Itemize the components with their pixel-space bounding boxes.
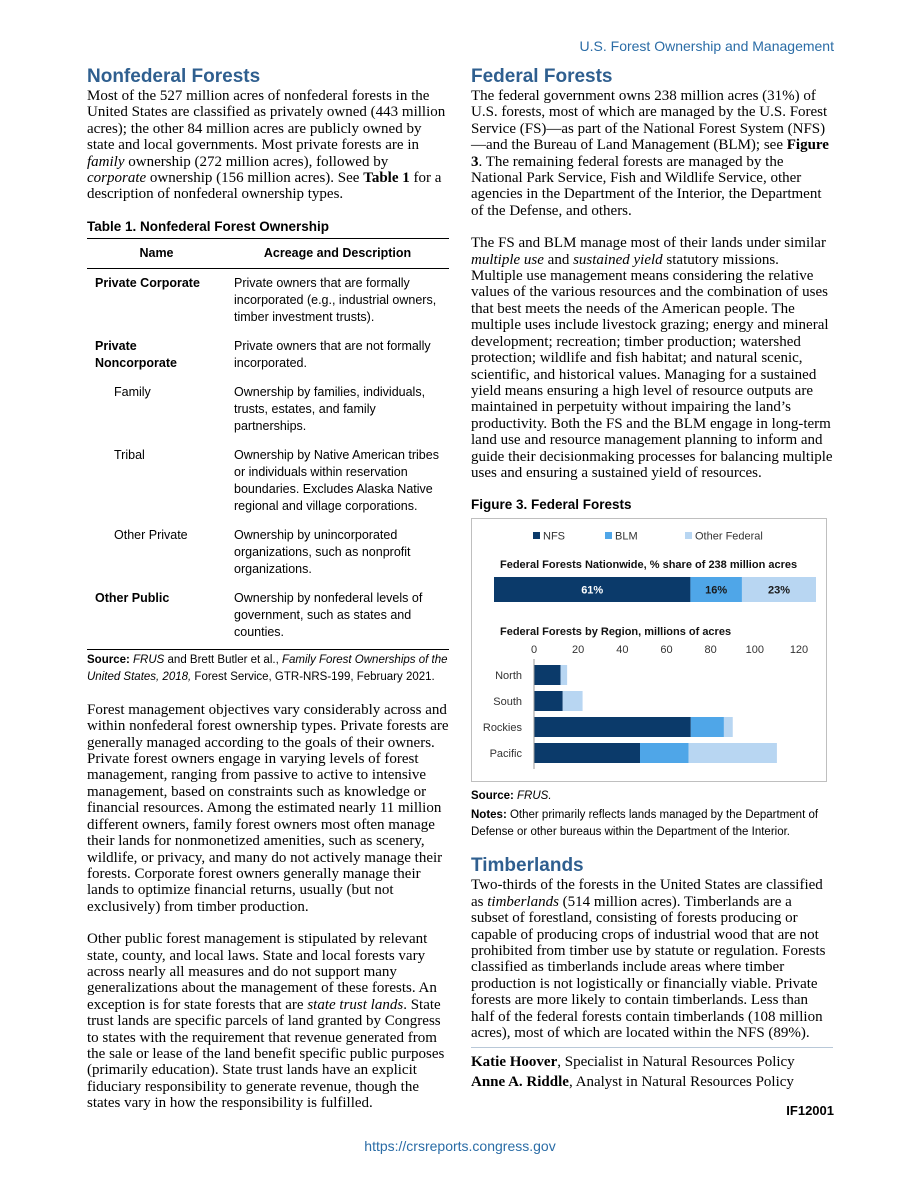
tick-label: 80	[704, 644, 717, 657]
tick-label: 0	[530, 644, 538, 657]
row-name: Private Corporate	[95, 275, 200, 290]
row-description: Ownership by families, individuals, trusts, estates, and family partnerships.	[234, 384, 426, 433]
bar-segment	[561, 665, 568, 685]
bar-segment	[534, 717, 691, 737]
legend-swatch	[605, 532, 612, 539]
bar-segment	[563, 691, 583, 711]
chart-svg	[472, 519, 826, 781]
figure-source: Source: FRUS.	[471, 790, 552, 803]
table-header-description: Acreage and Description	[226, 238, 449, 268]
category-label: South	[493, 696, 522, 709]
row-name: Other Private	[114, 527, 188, 542]
tick-label: 60	[660, 644, 673, 657]
table-row	[87, 378, 449, 441]
row-description: Ownership by Native American tribes or individuals within reservation boundaries. Excludes Alaska Native regional and village corporations.	[234, 447, 439, 513]
table-body	[87, 268, 449, 649]
author-role: , Specialist in Natural Resources Policy	[557, 1054, 795, 1071]
row-description: Private owners that are formally incorporated (e.g., industrial owners, timber investment trusts).	[234, 275, 437, 324]
report-id: IF12001	[786, 1103, 834, 1118]
right-column	[471, 66, 833, 1090]
table-header-name: Name	[87, 238, 226, 268]
row-name: Tribal	[114, 447, 145, 462]
timberlands-paragraph: Two-thirds of the forests in the United States are classified as timberlands (514 million acres). Timberlands are a subset of forestland, consisting of forests producing or capable of producing crops of industrial wood that are not prohibited from timber use by statute or regulation. Forests classified as timberlands include areas where timber production is not logistically or financially viable. Private forests are more likely to contain timberlands. Less than half of the federal forests contain timberlands (108 million acres), most of which are located within the NFS (89%).	[471, 877, 826, 1041]
author-block	[471, 1047, 833, 1090]
chart-title: Federal Forests Nationwide, % share of 238 million acres	[500, 559, 798, 572]
bar-segment	[691, 717, 724, 737]
row-description: Ownership by nonfederal levels of government, such as states and counties.	[226, 584, 449, 650]
author-name: Anne A. Riddle	[471, 1073, 569, 1090]
bar-segment	[534, 691, 563, 711]
legend-label: BLM	[615, 530, 638, 543]
author-line-2	[471, 1074, 833, 1090]
other-public-paragraph: Other public forest management is stipulated by relevant state, county, and local laws. State and local forests vary across nearly all measures and do not support many generalizations about the management of these forests. An exception is for state forests that are state trust lands. State trust lands are specific parcels of land granted by Congress to states with the requirement that revenue generated from the sale or lease of the land benefit specific public purposes (primarily education). State trust lands have an explicit fiduciary responsibility to generate revenue, though the states vary in how the responsibility is fulfilled.	[87, 931, 445, 1112]
page-header: U.S. Forest Ownership and Management	[579, 38, 834, 54]
table-row	[87, 521, 449, 584]
bar-segment	[534, 665, 561, 685]
table-row	[87, 268, 449, 332]
ownership-table	[87, 238, 449, 650]
tick-label: 40	[616, 644, 629, 657]
federal-paragraph-1: The federal government owns 238 million acres (31%) of U.S. forests, most of which are managed by the U.S. Forest Service (FS)—as part of the National Forest System (NFS)—and the Bureau of Land Management (BLM); see Figure 3. The remaining federal forests are managed by the National Park Service, Fish and Wildlife Service, other agencies in the Department of the Interior, the Department of the Defense, and others.	[471, 88, 829, 219]
bar-segment	[724, 717, 733, 737]
bar-segment	[689, 743, 777, 763]
data-label: 61%	[581, 584, 604, 597]
legend-swatch	[685, 532, 692, 539]
bar-segment	[534, 743, 640, 763]
footer-url[interactable]: https://crsreports.congress.gov	[364, 1138, 556, 1154]
category-label: North	[495, 670, 522, 683]
bar-segment	[640, 743, 689, 763]
tick-label: 120	[789, 644, 809, 657]
author-line-1	[471, 1054, 833, 1070]
figure-title: Figure 3. Federal Forests	[471, 497, 632, 513]
figure-notes: Notes: Other primarily reflects lands managed by the Department of Defense or other bureaus within the Department of the Interior.	[471, 809, 819, 839]
tick-label: 20	[572, 644, 585, 657]
author-name: Katie Hoover	[471, 1054, 558, 1071]
category-label: Rockies	[482, 722, 522, 735]
table-title: Table 1. Nonfederal Forest Ownership	[87, 218, 330, 234]
federal-paragraph-2: The FS and BLM manage most of their lands under similar multiple use and sustained yield statutory missions. Multiple use management means considering the relative values of the various resources and the combination of uses that best meets the needs of the American people. The multiple uses include livestock grazing; energy and mineral development; recreation; timber production; watershed protection; wildlife and fish habitat; and natural scenic, scientific, and historical values. Managing for a sustained yield means ensuring a high level of resource outputs are maintained in perpetuity without impairing the land’s productivity. Both the FS and the BLM engage in long-term land use and resource management planning to inform and guide their decisionmaking processes for balancing multiple uses and ensuring a sustained yield of resources.	[471, 235, 833, 481]
tick-label: 100	[745, 644, 765, 657]
row-name: Private Noncorporate	[95, 338, 177, 370]
table-source: Source: FRUS and Brett Butler et al., Family Forest Ownerships of the United States, 2018, Forest Service, GTR-NRS-199, February 2021.	[87, 653, 448, 683]
category-label: Pacific	[489, 748, 522, 761]
chart-title: Federal Forests by Region, millions of acres	[500, 626, 732, 639]
legend-label: Other Federal	[695, 530, 763, 543]
nonfederal-heading: Nonfederal Forests	[87, 66, 261, 87]
author-role: , Analyst in Natural Resources Policy	[568, 1073, 794, 1090]
figure-3-chart	[471, 518, 827, 782]
nonfederal-paragraph: Most of the 527 million acres of nonfederal forests in the United States are classified as privately owned (443 million acres); the other 84 million acres are publicly owned by state and local governments. Most private forests are in family ownership (272 million acres), followed by corporate ownership (156 million acres). See Table 1 for a description of nonfederal ownership types.	[87, 88, 446, 203]
table-row	[87, 441, 449, 521]
management-paragraph: Forest management objectives vary considerably across and within nonfederal forest ownership types. Private forests are generally managed according to the goals of their owners. Private forest owners engage in varying levels of forest management, ranging from passive to active to intensive management, based on constraints such as knowledge or financial resources. Among the estimated nearly 11 million different owners, family forest owners most often manage their lands for nonmonetized amenities, such as scenery, wildlife, or privacy, and many do not actively manage their forests. Corporate forest owners generally manage their lands to optimize financial returns, usually (but not exclusively) from timber production.	[87, 701, 449, 915]
legend-label: NFS	[543, 530, 565, 543]
table-row	[87, 584, 449, 650]
left-column	[87, 66, 449, 1112]
legend-swatch	[533, 532, 540, 539]
table-row	[87, 332, 449, 378]
data-label: 23%	[767, 584, 790, 597]
row-description: Private owners that are not formally incorporated.	[234, 338, 431, 370]
row-name: Other Public	[87, 584, 226, 650]
row-description: Ownership by unincorporated organizations, such as nonprofit organizations.	[234, 527, 411, 576]
table-header-row	[87, 238, 449, 268]
federal-heading: Federal Forests	[471, 66, 613, 87]
data-label: 16%	[705, 584, 728, 597]
timberlands-heading: Timberlands	[471, 855, 584, 877]
row-name: Family	[114, 384, 151, 399]
